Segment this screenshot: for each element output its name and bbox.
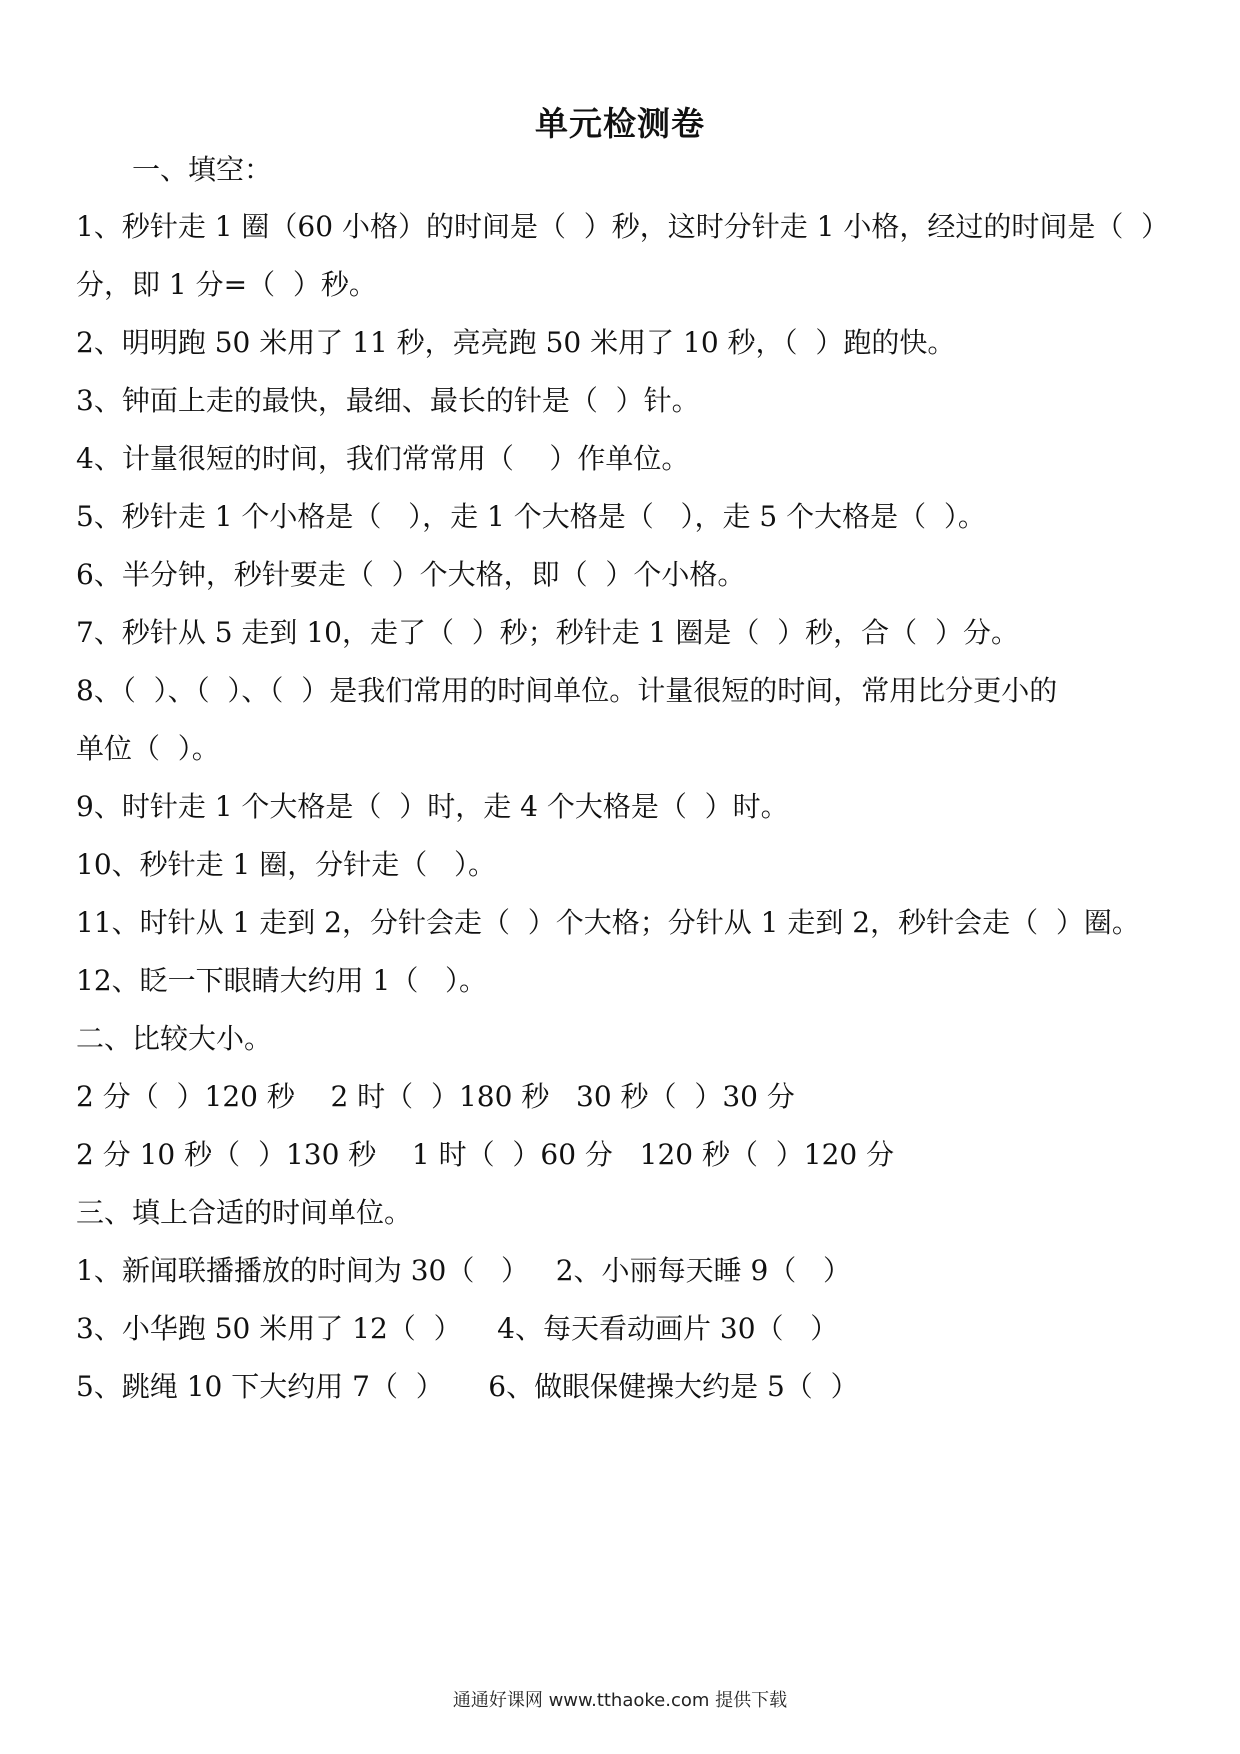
question-line: 11、时针从 1 走到 2，分针会走（ ）个大格；分针从 1 走到 2，秒针会走（ ）圈。 xyxy=(76,906,1140,939)
question-line: 6、半分钟，秒针要走（ ）个大格，即（ ）个小格。 xyxy=(76,558,746,591)
question-line: 7、秒针从 5 走到 10，走了（ ）秒；秒针走 1 圈是（ ）秒，合（ ）分。 xyxy=(76,616,1019,649)
compare-line: 2 分 10 秒（ ）130 秒 1 时（ ）60 分 120 秒（ ）120 分 xyxy=(76,1138,895,1171)
footer-credit: 通通好课网 www.tthaoke.com 提供下载 xyxy=(452,1690,788,1711)
section2-heading: 二、比较大小。 xyxy=(76,1022,273,1055)
section1-heading: 一、填空： xyxy=(132,153,273,186)
question-line: 分，即 1 分=（ ）秒。 xyxy=(76,268,377,301)
question-line: 2、明明跑 50 米用了 11 秒，亮亮跑 50 米用了 10 秒，（ ）跑的快。 xyxy=(76,326,956,359)
unit-line: 1、新闻联播播放的时间为 30（ ） 2、小丽每天睡 9（ ） xyxy=(76,1254,851,1287)
question-line: 4、计量很短的时间，我们常常用（ ）作单位。 xyxy=(76,442,690,475)
unit-line: 3、小华跑 50 米用了 12（ ） 4、每天看动画片 30（ ） xyxy=(76,1312,839,1345)
question-line: 9、时针走 1 个大格是（ ）时，走 4 个大格是（ ）时。 xyxy=(76,790,789,823)
question-line: 5、秒针走 1 个小格是（ ），走 1 个大格是（ ），走 5 个大格是（ ）。 xyxy=(76,500,986,533)
question-line: 单位（ ）。 xyxy=(76,732,220,765)
question-line: 10、秒针走 1 圈，分针走（ ）。 xyxy=(76,848,496,881)
question-line: 8、（ ）、（ ）、（ ）是我们常用的时间单位。计量很短的时间，常用比分更小的 xyxy=(76,674,1058,707)
question-line: 12、眨一下眼睛大约用 1（ ）。 xyxy=(76,964,488,997)
question-line: 3、钟面上走的最快，最细、最长的针是（ ）针。 xyxy=(76,384,700,417)
unit-line: 5、跳绳 10 下大约用 7（ ） 6、做眼保健操大约是 5（ ） xyxy=(76,1370,859,1403)
compare-line: 2 分（ ）120 秒 2 时（ ）180 秒 30 秒（ ）30 分 xyxy=(76,1080,795,1113)
question-line: 1、秒针走 1 圈（60 小格）的时间是（ ）秒，这时分针走 1 小格，经过的时间是（ ） xyxy=(76,210,1170,243)
section3-heading: 三、填上合适的时间单位。 xyxy=(76,1196,413,1229)
page-title: 单元检测卷 xyxy=(535,104,705,143)
